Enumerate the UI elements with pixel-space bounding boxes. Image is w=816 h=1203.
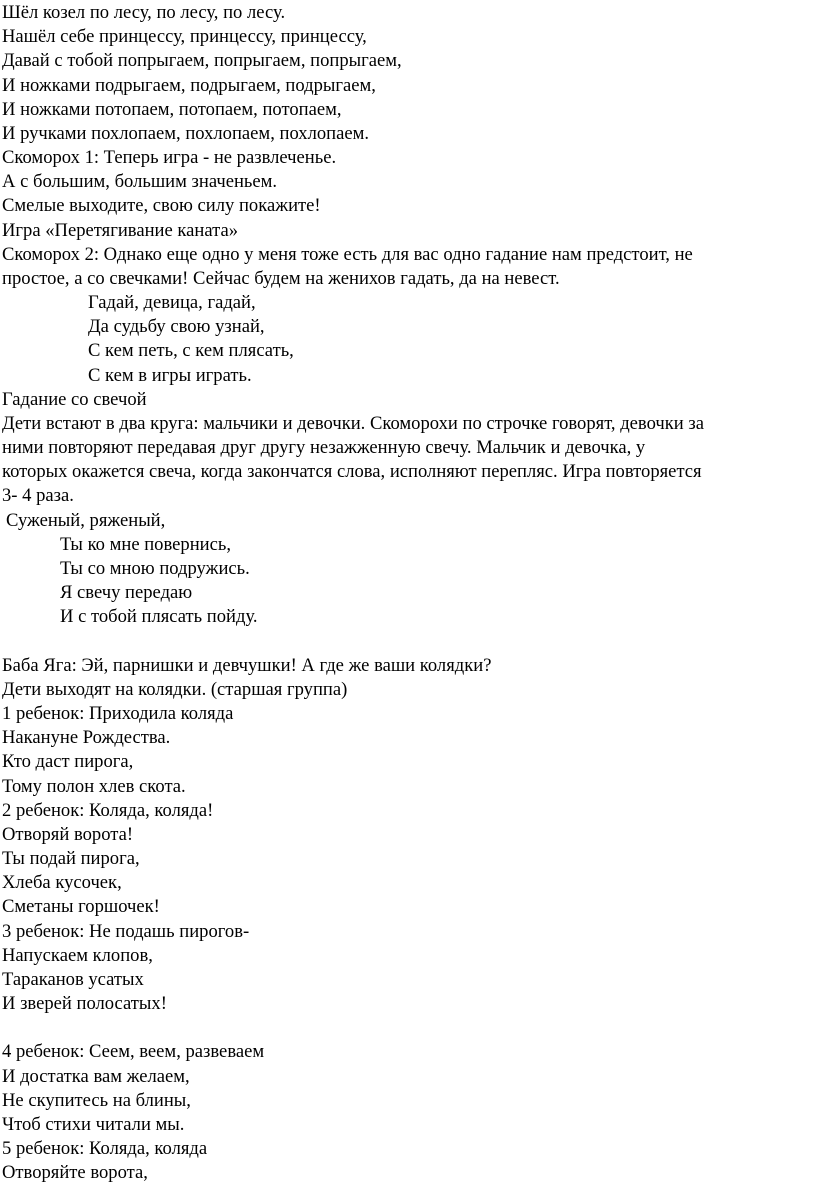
text-line: Чтоб стихи читали мы. xyxy=(2,1113,185,1135)
text-line: С кем в игры играть. xyxy=(88,364,252,386)
text-line: Гадай, девица, гадай, xyxy=(88,292,256,314)
text-line: 1 ребенок: Приходила коляда xyxy=(2,702,234,724)
blank-line xyxy=(0,629,816,653)
text-line: Суженый, ряженый, xyxy=(6,509,166,531)
document-body xyxy=(0,1,816,1185)
text-line: Нашёл себе принцессу, принцессу, принцессу, xyxy=(2,26,367,48)
text-line: 3- 4 раза. xyxy=(2,485,74,507)
text-line: Ты со мною подружись. xyxy=(60,557,250,579)
text-line: И ручками похлопаем, похлопаем, похлопаем. xyxy=(2,122,370,144)
text-line: которых окажется свеча, когда закончатся слова, исполняют перепляс. Игра повторяется xyxy=(2,461,702,483)
text-line: С кем петь, с кем плясать, xyxy=(88,340,294,362)
text-line: Да судьбу свою узнай, xyxy=(88,316,265,338)
text-line: Отворяй ворота! xyxy=(2,823,134,845)
text-line: ними повторяют передавая друг другу незажженную свечу. Мальчик и девочка, у xyxy=(2,437,646,459)
text-line: И с тобой плясать пойду. xyxy=(60,606,258,628)
text-line: И зверей полосатых! xyxy=(2,993,167,1015)
text-line: Тому полон хлев скота. xyxy=(2,775,186,797)
text-line: Отворяйте ворота, xyxy=(2,1162,148,1184)
text-line: 3 ребенок: Не подашь пирогов- xyxy=(2,920,250,942)
text-line: Не скупитесь на блины, xyxy=(2,1089,191,1111)
text-line: И ножками потопаем, потопаем, потопаем, xyxy=(2,98,342,120)
text-line: Давай с тобой попрыгаем, попрыгаем, попрыгаем, xyxy=(2,50,402,72)
text-line: А с большим, большим значеньем. xyxy=(2,171,278,193)
text-line: Напускаем клопов, xyxy=(2,944,153,966)
text-line: Баба Яга: Эй, парнишки и девчушки! А где же ваши колядки? xyxy=(2,654,492,676)
text-line: Сметаны горшочек! xyxy=(2,896,160,918)
text-line: Скоморох 1: Теперь игра - не развлеченье. xyxy=(2,147,337,169)
text-line: Хлеба кусочек, xyxy=(2,872,122,894)
text-line: Гадание со свечой xyxy=(2,388,147,410)
text-line: Дети встают в два круга: мальчики и девочки. Скоморохи по строчке говорят, девочки за xyxy=(2,412,704,434)
text-line: Шёл козел по лесу, по лесу, по лесу. xyxy=(2,2,286,23)
text-line: Ты ко мне повернись, xyxy=(60,533,231,555)
text-line: 5 ребенок: Коляда, коляда xyxy=(2,1138,208,1160)
text-line: простое, а со свечками! Сейчас будем на женихов гадать, да на невест. xyxy=(2,267,560,289)
text-line: Тараканов усатых xyxy=(2,968,144,990)
text-line: 4 ребенок: Сеем, веем, развеваем xyxy=(2,1041,265,1063)
text-line: Скоморох 2: Однако еще одно у меня тоже есть для вас одно гадание нам предстоит, не xyxy=(2,243,693,265)
text-line: Ты подай пирога, xyxy=(2,848,140,870)
text-line: Я свечу передаю xyxy=(60,582,193,604)
text-line: Дети выходят на колядки. (старшая группа) xyxy=(2,678,348,700)
text-line: Смелые выходите, свою силу покажите! xyxy=(2,195,321,217)
text-line: Накануне Рождества. xyxy=(2,727,171,749)
text-line: И ножками подрыгаем, подрыгаем, подрыгаем, xyxy=(2,74,376,96)
blank-line xyxy=(0,1016,816,1040)
text-line: Кто даст пирога, xyxy=(2,751,134,773)
text-line: 2 ребенок: Коляда, коляда! xyxy=(2,799,214,821)
text-line: Игра «Перетягивание каната» xyxy=(2,219,239,241)
text-line: И достатка вам желаем, xyxy=(2,1065,190,1087)
